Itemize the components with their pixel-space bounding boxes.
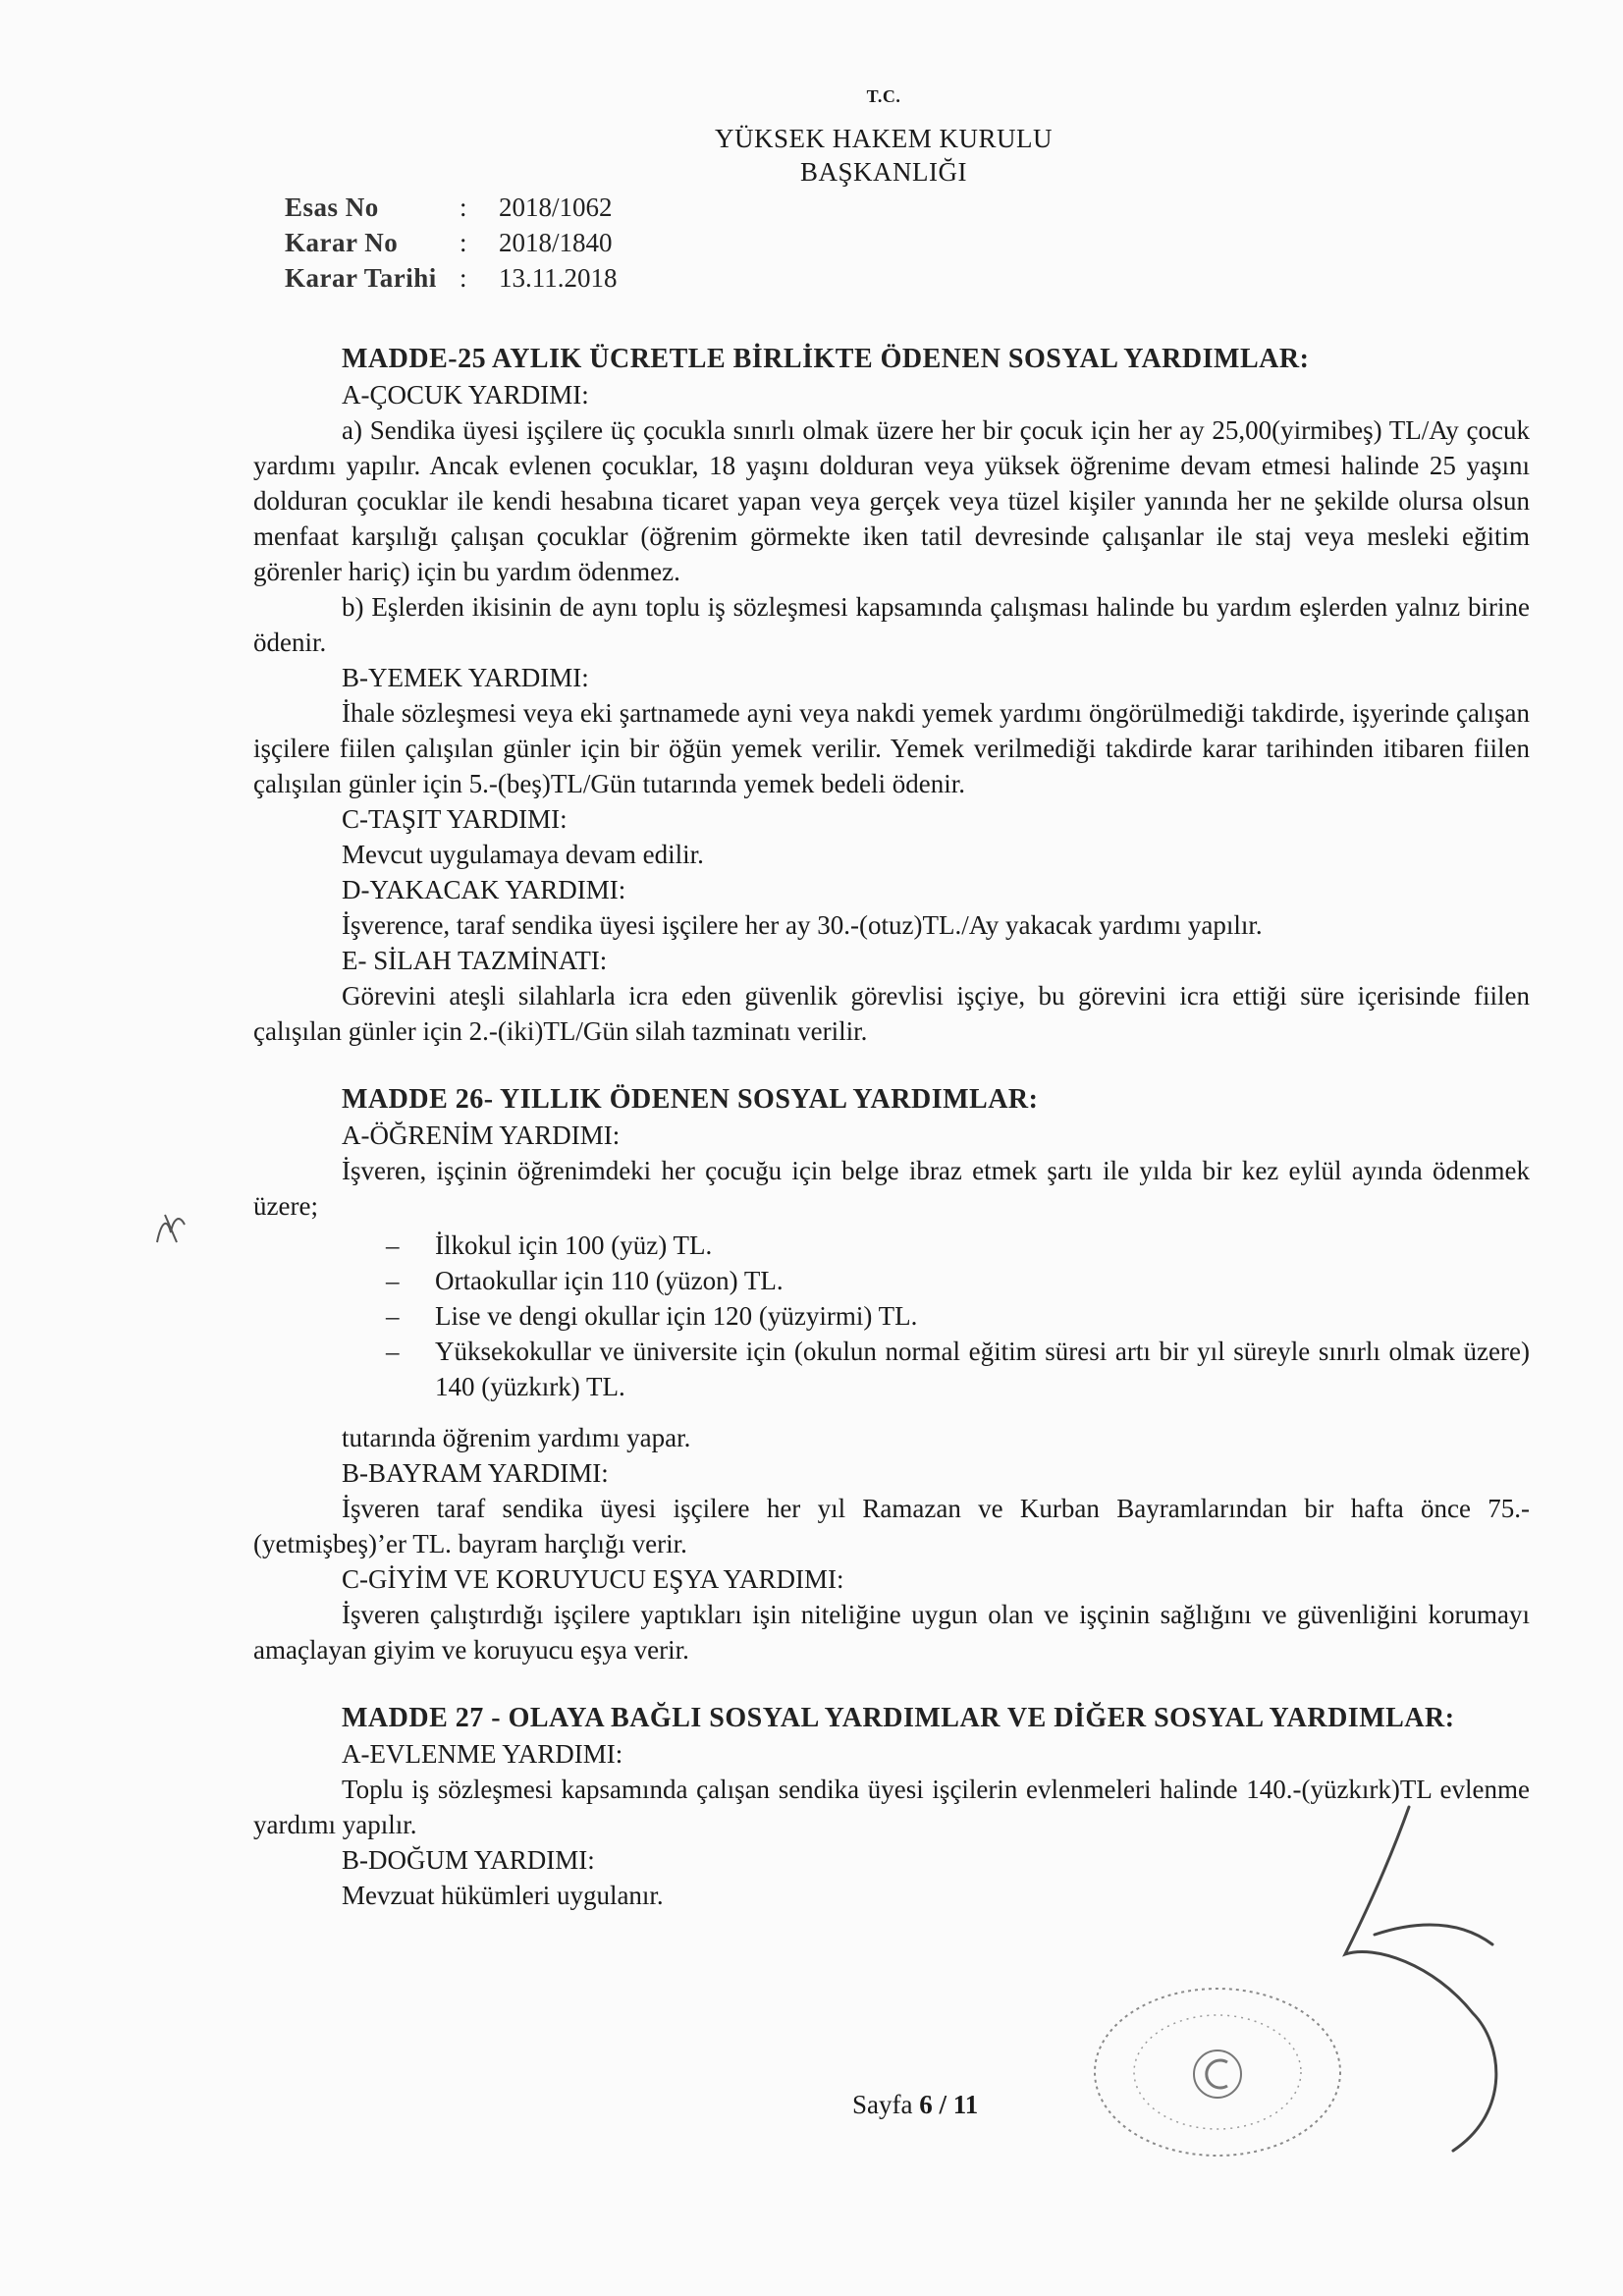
- m26-c-title: C-GİYİM VE KORUYUCU EŞYA YARDIMI:: [342, 1564, 844, 1594]
- page-total: 11: [952, 2090, 979, 2119]
- tarih-label: Karar Tarihi: [285, 263, 437, 293]
- karar-value: 2018/1840: [499, 228, 613, 257]
- m25-b-text: İhale sözleşmesi veya eki şartnamede ayni veya nakdi yemek yardımı öngörülmediği takdirde, işyerinde çalışan işçilere fiilen çalışılan günler için bir öğün yemek verilir. Yemek verilmediği takdirde karar tarihinden itibaren fiilen çalışılan günler için 5.-(beş)TL/Gün tutarında yemek bedeli ödenir.: [253, 698, 1530, 798]
- esas-value: 2018/1062: [499, 192, 613, 222]
- m25-e-text: Görevini ateşli silahlarla icra eden güvenlik görevlisi işçiye, bu görevini icra ettiği süre içerisinde fiilen çalışılan günler için 2.-(iki)TL/Gün silah tazminatı verilir.: [253, 981, 1530, 1046]
- karar-label: Karar No: [285, 228, 399, 257]
- list-item: – Lise ve dengi okullar için 120 (yüzyirmi) TL.: [386, 1298, 1530, 1334]
- header-tc: T.C.: [866, 86, 901, 106]
- madde-25-title: MADDE-25 AYLIK ÜCRETLE BİRLİKTE ÖDENEN SOSYAL YARDIMLAR:: [342, 344, 1310, 374]
- document-body: [253, 342, 1530, 1913]
- m26-a-text: İşveren, işçinin öğrenimdeki her çocuğu için belge ibraz etmek şartı ile yılda bir kez eylül ayında ödenmek üzere;: [253, 1156, 1530, 1221]
- m25-c-title: C-TAŞIT YARDIMI:: [342, 804, 568, 834]
- m27-b-title: B-DOĞUM YARDIMI:: [342, 1845, 595, 1875]
- m26-b-title: B-BAYRAM YARDIMI:: [342, 1458, 609, 1488]
- list-item: – İlkokul için 100 (yüz) TL.: [386, 1228, 1530, 1263]
- page-sep: /: [939, 2090, 947, 2119]
- header-line2: BAŞKANLIĞI: [800, 157, 967, 187]
- madde-26-title: MADDE 26- YILLIK ÖDENEN SOSYAL YARDIMLAR:: [342, 1084, 1039, 1115]
- m25-a-a: a) Sendika üyesi işçilere üç çocukla sınırlı olmak üzere her bir çocuk için her ay 25,00(yirmibeş) TL/Ay çocuk yardımı yapılır. Ancak evlenen çocuklar, 18 yaşını dolduran veya yüksek öğrenime devam etmesi halinde 25 yaşını dolduran çocuklar ile kendi hesabına ticaret yapan veya gerçek veya tüzel kişiler yanında her ne şekilde olursa olsun menfaat karşılığı çalışan çocuklar (öğrenim görmekte iken tatil devresinde çalışanlar ile staj veya mesleki eğitim görenler hariç) için bu yardım ödenmez.: [253, 415, 1530, 586]
- official-seal: [1080, 1974, 1365, 2170]
- page-number: [852, 2090, 978, 2120]
- ogrenim-list: [253, 1228, 1530, 1404]
- meta-tarih: [285, 263, 618, 294]
- initial-mark: [147, 1203, 196, 1252]
- m27-a-text: Toplu iş sözleşmesi kapsamında çalışan sendika üyesi işçilerin evlenmeleri halinde 140.-(yüzkırk)TL evlenme yardımı yapılır.: [253, 1775, 1530, 1839]
- m26-a-title: A-ÖĞRENİM YARDIMI:: [342, 1121, 621, 1150]
- m26-b-text: İşveren taraf sendika üyesi işçilere her yıl Ramazan ve Kurban Bayramlarından bir hafta önce 75.-(yetmişbeş)’er TL. bayram harçlığı verir.: [253, 1494, 1530, 1558]
- m27-b-text: Mevzuat hükümleri uygulanır.: [342, 1881, 664, 1910]
- m26-a-tail: tutarında öğrenim yardımı yapar.: [342, 1423, 691, 1452]
- m25-d-title: D-YAKACAK YARDIMI:: [342, 875, 626, 904]
- page-current: 6: [919, 2090, 933, 2119]
- m27-a-title: A-EVLENME YARDIMI:: [342, 1739, 623, 1769]
- m25-c-text: Mevcut uygulamaya devam edilir.: [342, 840, 704, 869]
- meta-karar: [285, 228, 613, 258]
- meta-esas: [285, 192, 613, 223]
- colon: :: [460, 263, 467, 293]
- list-item: – Ortaokullar için 110 (yüzon) TL.: [386, 1263, 1530, 1298]
- colon: :: [460, 192, 467, 222]
- m25-e-title: E- SİLAH TAZMİNATI:: [342, 946, 608, 975]
- colon: :: [460, 228, 467, 257]
- tarih-value: 13.11.2018: [499, 263, 618, 293]
- page-prefix: Sayfa: [852, 2090, 913, 2119]
- m25-a-b: b) Eşlerden ikisinin de aynı toplu iş sözleşmesi kapsamında çalışması halinde bu yardım eşlerden yalnız birine ödenir.: [253, 592, 1530, 657]
- list-item: – Yüksekokullar ve üniversite için (okulun normal eğitim süresi artı bir yıl süreyle sınırlı olmak üzere) 140 (yüzkırk) TL.: [386, 1334, 1530, 1404]
- madde-27-title: MADDE 27 - OLAYA BAĞLI SOSYAL YARDIMLAR VE DİĞER SOSYAL YARDIMLAR:: [342, 1703, 1455, 1733]
- header-line1: YÜKSEK HAKEM KURULU: [715, 124, 1053, 153]
- m25-b-title: B-YEMEK YARDIMI:: [342, 663, 589, 692]
- m25-a-title: A-ÇOCUK YARDIMI:: [342, 380, 589, 410]
- m26-c-text: İşveren çalıştırdığı işçilere yaptıkları işin niteliğine uygun olan ve işçinin sağlığını ve güvenliğini korumayı amaçlayan giyim ve koruyucu eşya verir.: [253, 1600, 1530, 1665]
- m25-d-text: İşverence, taraf sendika üyesi işçilere her ay 30.-(otuz)TL./Ay yakacak yardımı yapılır.: [342, 910, 1263, 940]
- esas-label: Esas No: [285, 192, 379, 222]
